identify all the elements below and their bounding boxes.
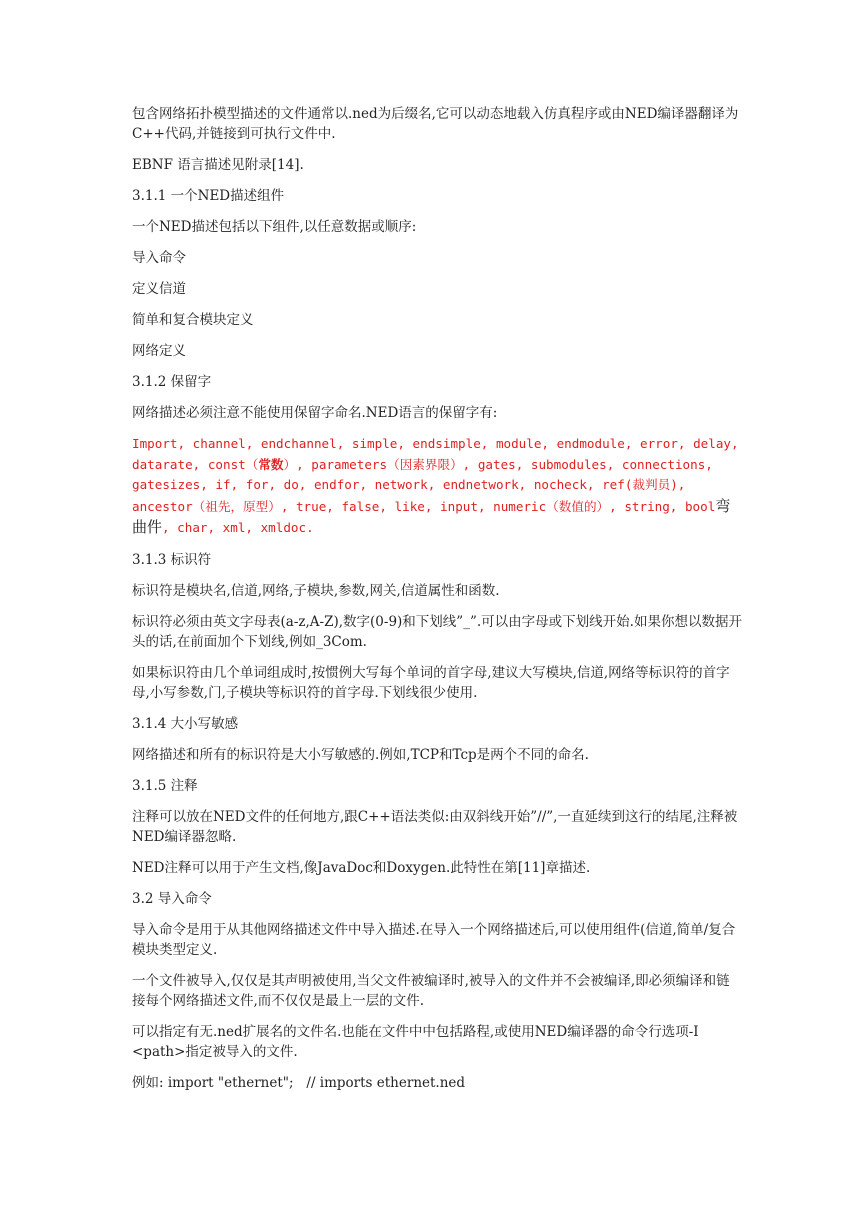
list-item: 定义信道 xyxy=(132,281,186,297)
paragraph-example: 例如: import "ethernet"; // imports ethernet.ned xyxy=(132,1074,466,1091)
paragraph-import: 导入命令是用于从其他网络描述文件中导入描述.在导入一个网络描述后,可以使用组件(信道,简单/复合模块类型定义. xyxy=(132,921,736,958)
paragraph-reserved-intro: 网络描述必须注意不能使用保留字命名.NED语言的保留字有: xyxy=(132,405,498,421)
paragraph-identifier-style: 如果标识符由几个单词组成时,按惯例大写每个单词的首字母,建议大写模块,信道,网络等标识符的首字母,小写参数,门,子模块等标识符的首字母.下划线很少使用. xyxy=(132,664,730,701)
heading-3-1-4: 3.1.4 大小写敏感 xyxy=(132,715,239,732)
reserved-words-bold: 常数 xyxy=(258,456,284,472)
heading-3-2: 3.2 导入命令 xyxy=(132,890,212,907)
paragraph-identifiers: 标识符是模块名,信道,网络,子模块,参数,网关,信道属性和函数. xyxy=(132,582,500,599)
reserved-words-list xyxy=(132,434,742,539)
document-body xyxy=(132,104,742,1093)
heading-3-1-3: 3.1.3 标识符 xyxy=(132,551,212,568)
paragraph-comments: 注释可以放在NED文件的任何地方,跟C++语法类似:由双斜线开始”//”,一直延续到这行的结尾,注释被NED编译器忽略. xyxy=(132,808,738,845)
heading-3-1-1: 3.1.1 一个NED描述组件 xyxy=(132,188,285,204)
paragraph-intro: 包含网络拓扑模型描述的文件通常以.ned为后缀名,它可以动态地载入仿真程序或由NED编译器翻译为C++代码,并链接到可执行文件中. xyxy=(132,106,739,142)
heading-3-1-5: 3.1.5 注释 xyxy=(132,777,198,794)
heading-3-1-2: 3.1.2 保留字 xyxy=(132,374,212,390)
paragraph-import-compile: 一个文件被导入,仅仅是其声明被使用,当父文件被编译时,被导入的文件并不会被编译,即必须编译和链接每个网络描述文件,而不仅仅是最上一层的文件. xyxy=(132,972,730,1009)
reserved-words-part: ）, parameters（因素界限）, gates, submodules, connections, gatesizes, if, for, do, endfor, network, endnetwork, nocheck, ref(裁判员), ancestor（祖先，原型）, true, false, like, input, numeric（数值的）, string, bool xyxy=(132,456,716,514)
list-item: 简单和复合模块定义 xyxy=(132,312,254,328)
reserved-words-part: Import, channel, endchannel, simple, endsimple, module, endmodule, error, delay, datarate, const（ xyxy=(132,436,739,472)
paragraph-case-sensitive: 网络描述和所有的标识符是大小写敏感的.例如,TCP和Tcp是两个不同的命名. xyxy=(132,746,589,763)
list-item: 网络定义 xyxy=(132,343,186,359)
paragraph-ebnf: EBNF 语言描述见附录[14]. xyxy=(132,157,304,173)
reserved-words-note: 弯曲件 xyxy=(132,496,731,536)
paragraph-import-ext: 可以指定有无.ned扩展名的文件名.也能在文件中中包括路程,或使用NED编译器的命令行选项-I <path>指定被导入的文件. xyxy=(132,1023,699,1060)
paragraph-doc-comments: NED注释可以用于产生文档,像JavaDoc和Doxygen.此特性在第[11]章描述. xyxy=(132,859,591,876)
reserved-words-part: , char, xml, xmldoc. xyxy=(162,520,314,535)
paragraph-components: 一个NED描述包括以下组件,以任意数据或顺序: xyxy=(132,219,417,235)
list-item: 导入命令 xyxy=(132,250,186,266)
paragraph-identifier-rules: 标识符必须由英文字母表(a-z,A-Z),数字(0-9)和下划线”_”.可以由字母或下划线开始.如果你想以数据开头的话,在前面加个下划线,例如_3Com. xyxy=(132,613,742,650)
